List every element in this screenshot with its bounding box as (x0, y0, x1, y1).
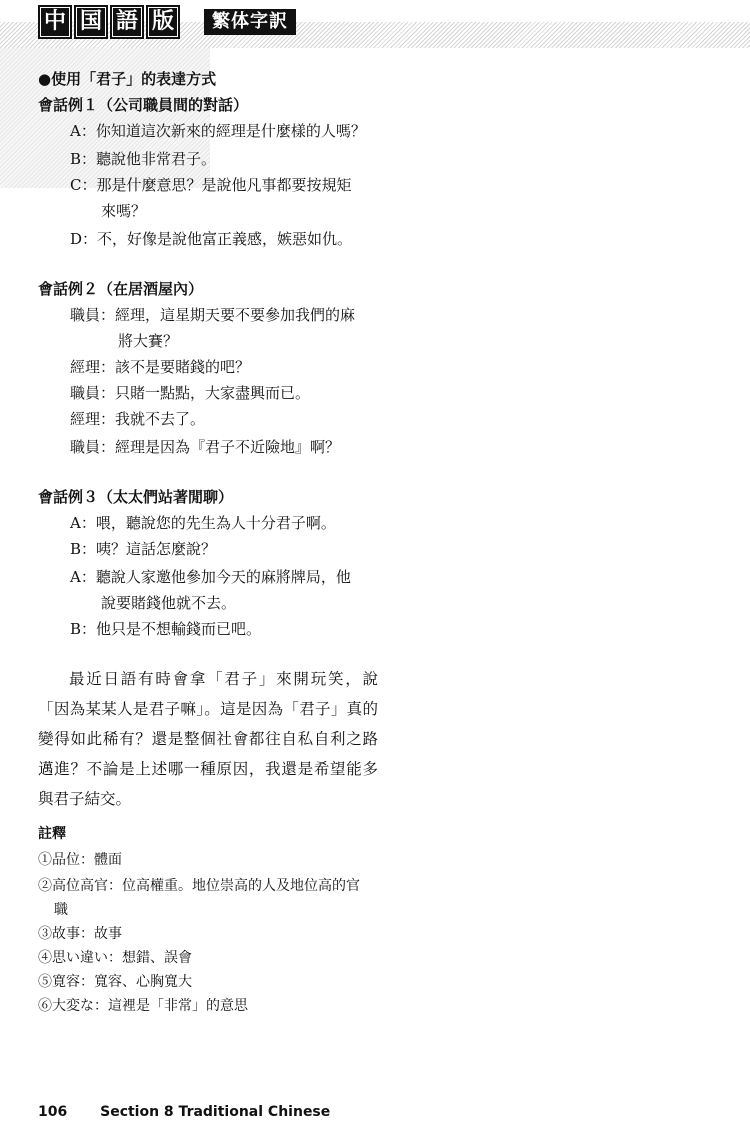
title-char-box: 版 (146, 5, 180, 39)
dialogue-1-title: 會話例１（公司職員間的對話） (38, 96, 249, 114)
dialogue-2-line: 經理：我就不去了。 (70, 410, 206, 428)
dialogue-2-line: 職員：經理是因為『君子不近險地』啊？ (70, 438, 341, 456)
section-heading: ●使用「君子」的表達方式 (38, 70, 217, 88)
dialogue-2-line: 職員：只賭一點點，大家盡興而已。 (70, 384, 311, 402)
dialogue-3-line: B：他只是不想輸錢而已吧。 (70, 620, 262, 638)
title-char-box: 中 (38, 5, 72, 39)
dialogue-2-line: 將大賽？ (118, 332, 179, 350)
dialogue-3-line: A：聽說人家邀他參加今天的麻將牌局，他 (70, 568, 351, 586)
note-item: ⑤寛容：寬容、心胸寬大 (38, 974, 192, 990)
title-char-box: 国 (74, 5, 108, 39)
dialogue-1-line: 來嗎？ (101, 202, 147, 220)
dialogue-2-title: 會話例２（在居酒屋內） (38, 280, 204, 298)
note-item: ①品位：體面 (38, 852, 122, 868)
header-subtitle: 繁体字訳 (204, 9, 296, 35)
dialogue-3-title: 會話例３（太太們站著閒聊） (38, 488, 234, 506)
page-footer (38, 1104, 330, 1120)
dialogue-3-line: A：喂，聽說您的先生為人十分君子啊。 (70, 514, 336, 532)
title-char-box: 語 (110, 5, 144, 39)
dialogue-1-line: B：聽說他非常君子。 (70, 150, 217, 168)
page-header (38, 2, 296, 42)
notes-title: 註釋 (38, 826, 66, 842)
dialogue-2-line: 經理：該不是要賭錢的吧？ (70, 358, 251, 376)
note-item: ③故事：故事 (38, 926, 122, 942)
note-item: ④思い違い：想錯、誤會 (38, 950, 192, 966)
paragraph-text: 最近日語有時會拿「君子」來開玩笑，說「因為某某人是君子嘛」。這是因為「君子」真的變得如此稀有？還是整個社會都往自私自利之路邁進？不論是上述哪一種原因，我還是希望能多與君子結交。 (38, 670, 378, 808)
dialogue-1-line: C：那是什麼意思？是說他凡事都要按規矩 (70, 176, 352, 194)
note-item: ②高位高官：位高權重。地位崇高的人及地位高的官 (38, 878, 360, 894)
note-item: ⑥大変な：這裡是「非常」的意思 (38, 998, 248, 1014)
page-number: 106 (38, 1104, 68, 1120)
section-label: Section 8 Traditional Chinese (100, 1104, 331, 1120)
dialogue-2-line: 職員：經理，這星期天要不要參加我們的麻 (70, 306, 356, 324)
dialogue-1-line: D：不，好像是說他富正義感，嫉惡如仇。 (70, 230, 353, 248)
dialogue-3-line: 說要賭錢他就不去。 (101, 594, 237, 612)
dialogue-3-line: B：咦？這話怎麼說？ (70, 540, 217, 558)
dialogue-1-line: A：你知道這次新來的經理是什麼樣的人嗎？ (70, 122, 366, 140)
body-paragraph (38, 664, 378, 814)
note-item: 職 (54, 902, 68, 918)
